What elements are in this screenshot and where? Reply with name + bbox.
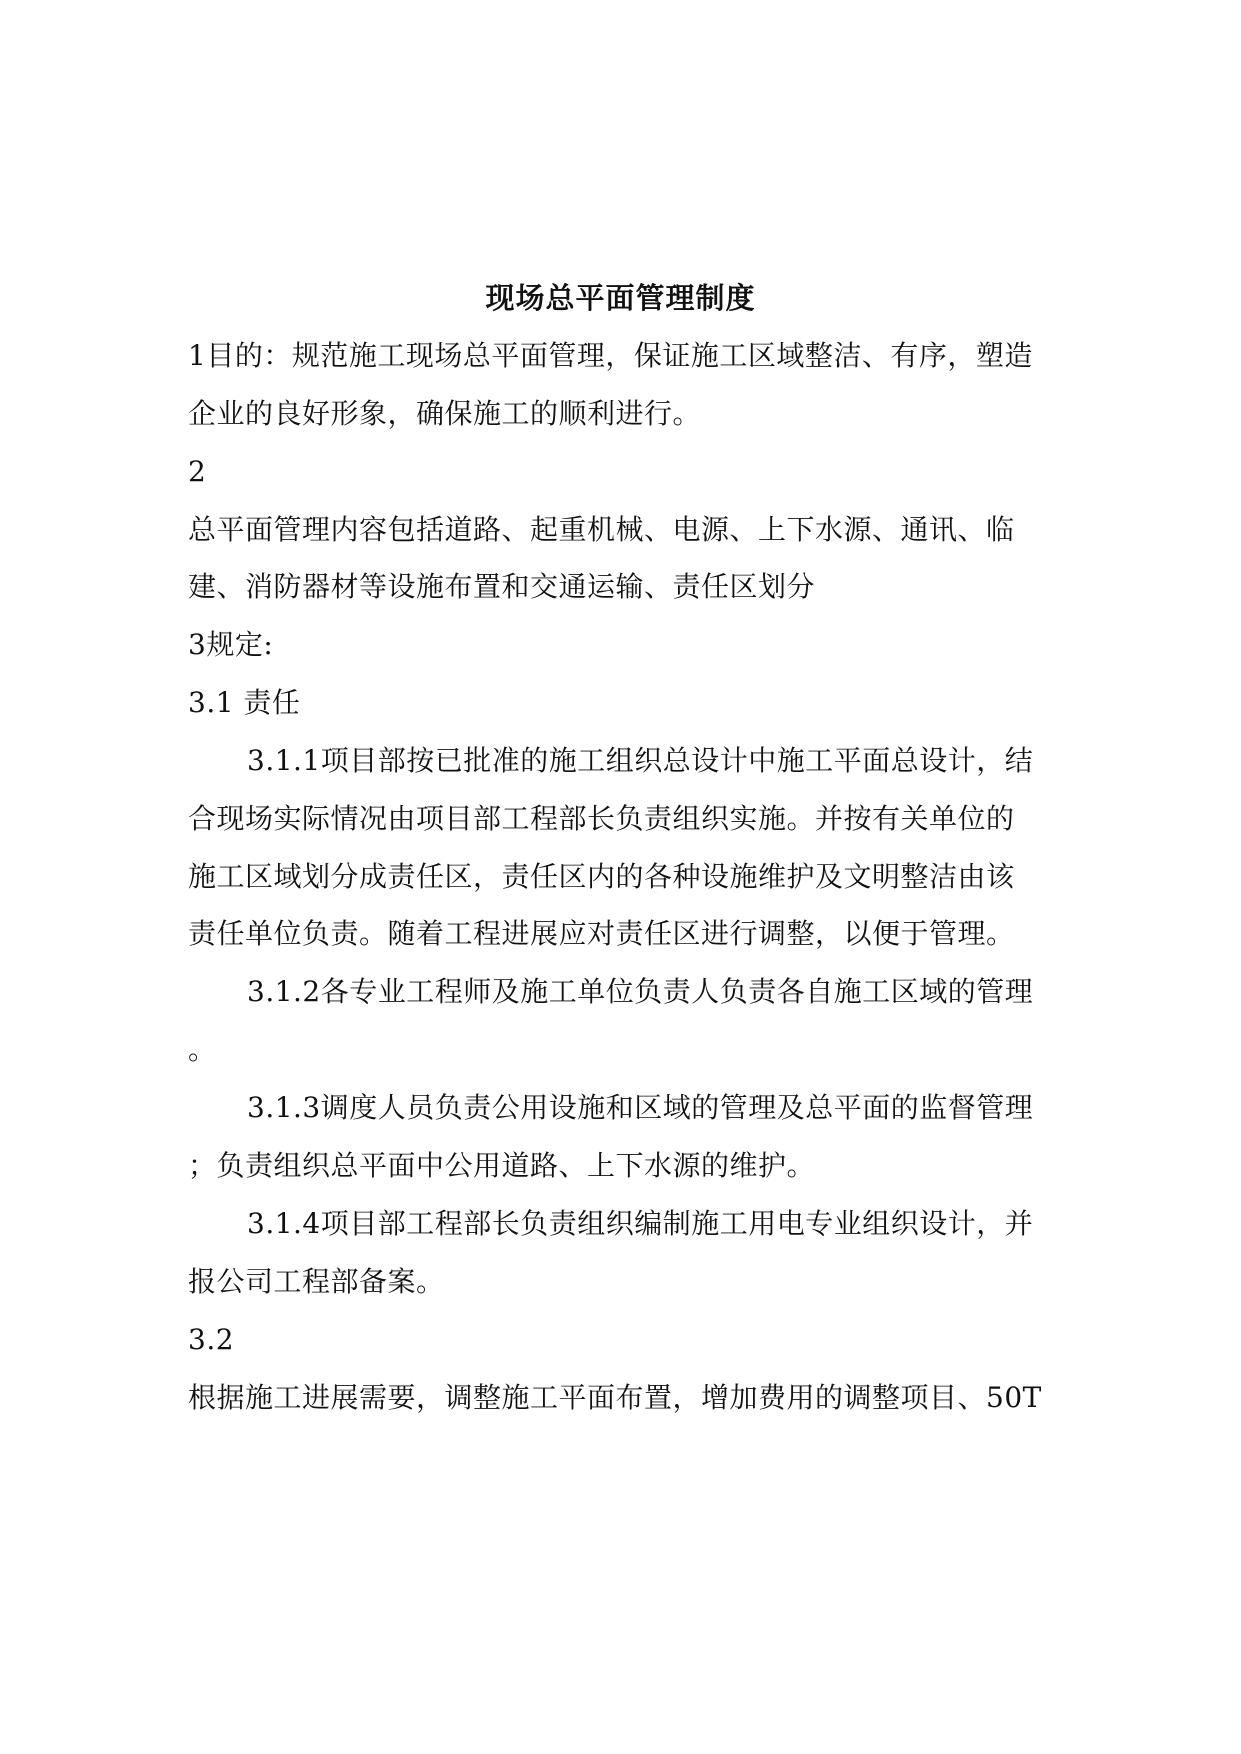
paragraph-line: ；负责组织总平面中公用道路、上下水源的维护。 bbox=[188, 1149, 816, 1182]
paragraph-line: 3.1.4项目部工程部长负责组织编制施工用电专业组织设计，并 bbox=[247, 1207, 1034, 1240]
paragraph-line: 3.1 责任 bbox=[188, 686, 301, 719]
paragraph-line: 总平面管理内容包括道路、起重机械、电源、上下水源、通讯、临 bbox=[188, 513, 1015, 546]
paragraph-line: 2 bbox=[188, 455, 207, 488]
paragraph-line: 3规定: bbox=[188, 628, 274, 661]
paragraph-line: 报公司工程部备案。 bbox=[188, 1265, 445, 1298]
paragraph-line: 根据施工进展需要，调整施工平面布置，增加费用的调整项目、50T bbox=[188, 1381, 1042, 1414]
paragraph-line: 3.1.1项目部按已批准的施工组织总设计中施工平面总设计，结 bbox=[247, 744, 1034, 777]
paragraph-line: 1目的：规范施工现场总平面管理，保证施工区域整洁、有序，塑造 bbox=[188, 339, 1033, 372]
paragraph-line: 。 bbox=[188, 1033, 217, 1066]
paragraph-line: 建、消防器材等设施布置和交通运输、责任区划分 bbox=[188, 570, 816, 603]
page-title: 现场总平面管理制度 bbox=[485, 281, 756, 315]
paragraph-line: 3.1.3调度人员负责公用设施和区域的管理及总平面的监督管理 bbox=[247, 1091, 1034, 1124]
paragraph-line: 企业的良好形象，确保施工的顺利进行。 bbox=[188, 397, 702, 430]
paragraph-line: 责任单位负责。随着工程进展应对责任区进行调整，以便于管理。 bbox=[188, 917, 1015, 950]
paragraph-line: 施工区域划分成责任区，责任区内的各种设施维护及文明整洁由该 bbox=[188, 860, 1015, 893]
paragraph-line: 3.2 bbox=[188, 1323, 235, 1356]
paragraph-line: 合现场实际情况由项目部工程部长负责组织实施。并按有关单位的 bbox=[188, 802, 1015, 835]
paragraph-line: 3.1.2各专业工程师及施工单位负责人负责各自施工区域的管理 bbox=[247, 975, 1034, 1008]
